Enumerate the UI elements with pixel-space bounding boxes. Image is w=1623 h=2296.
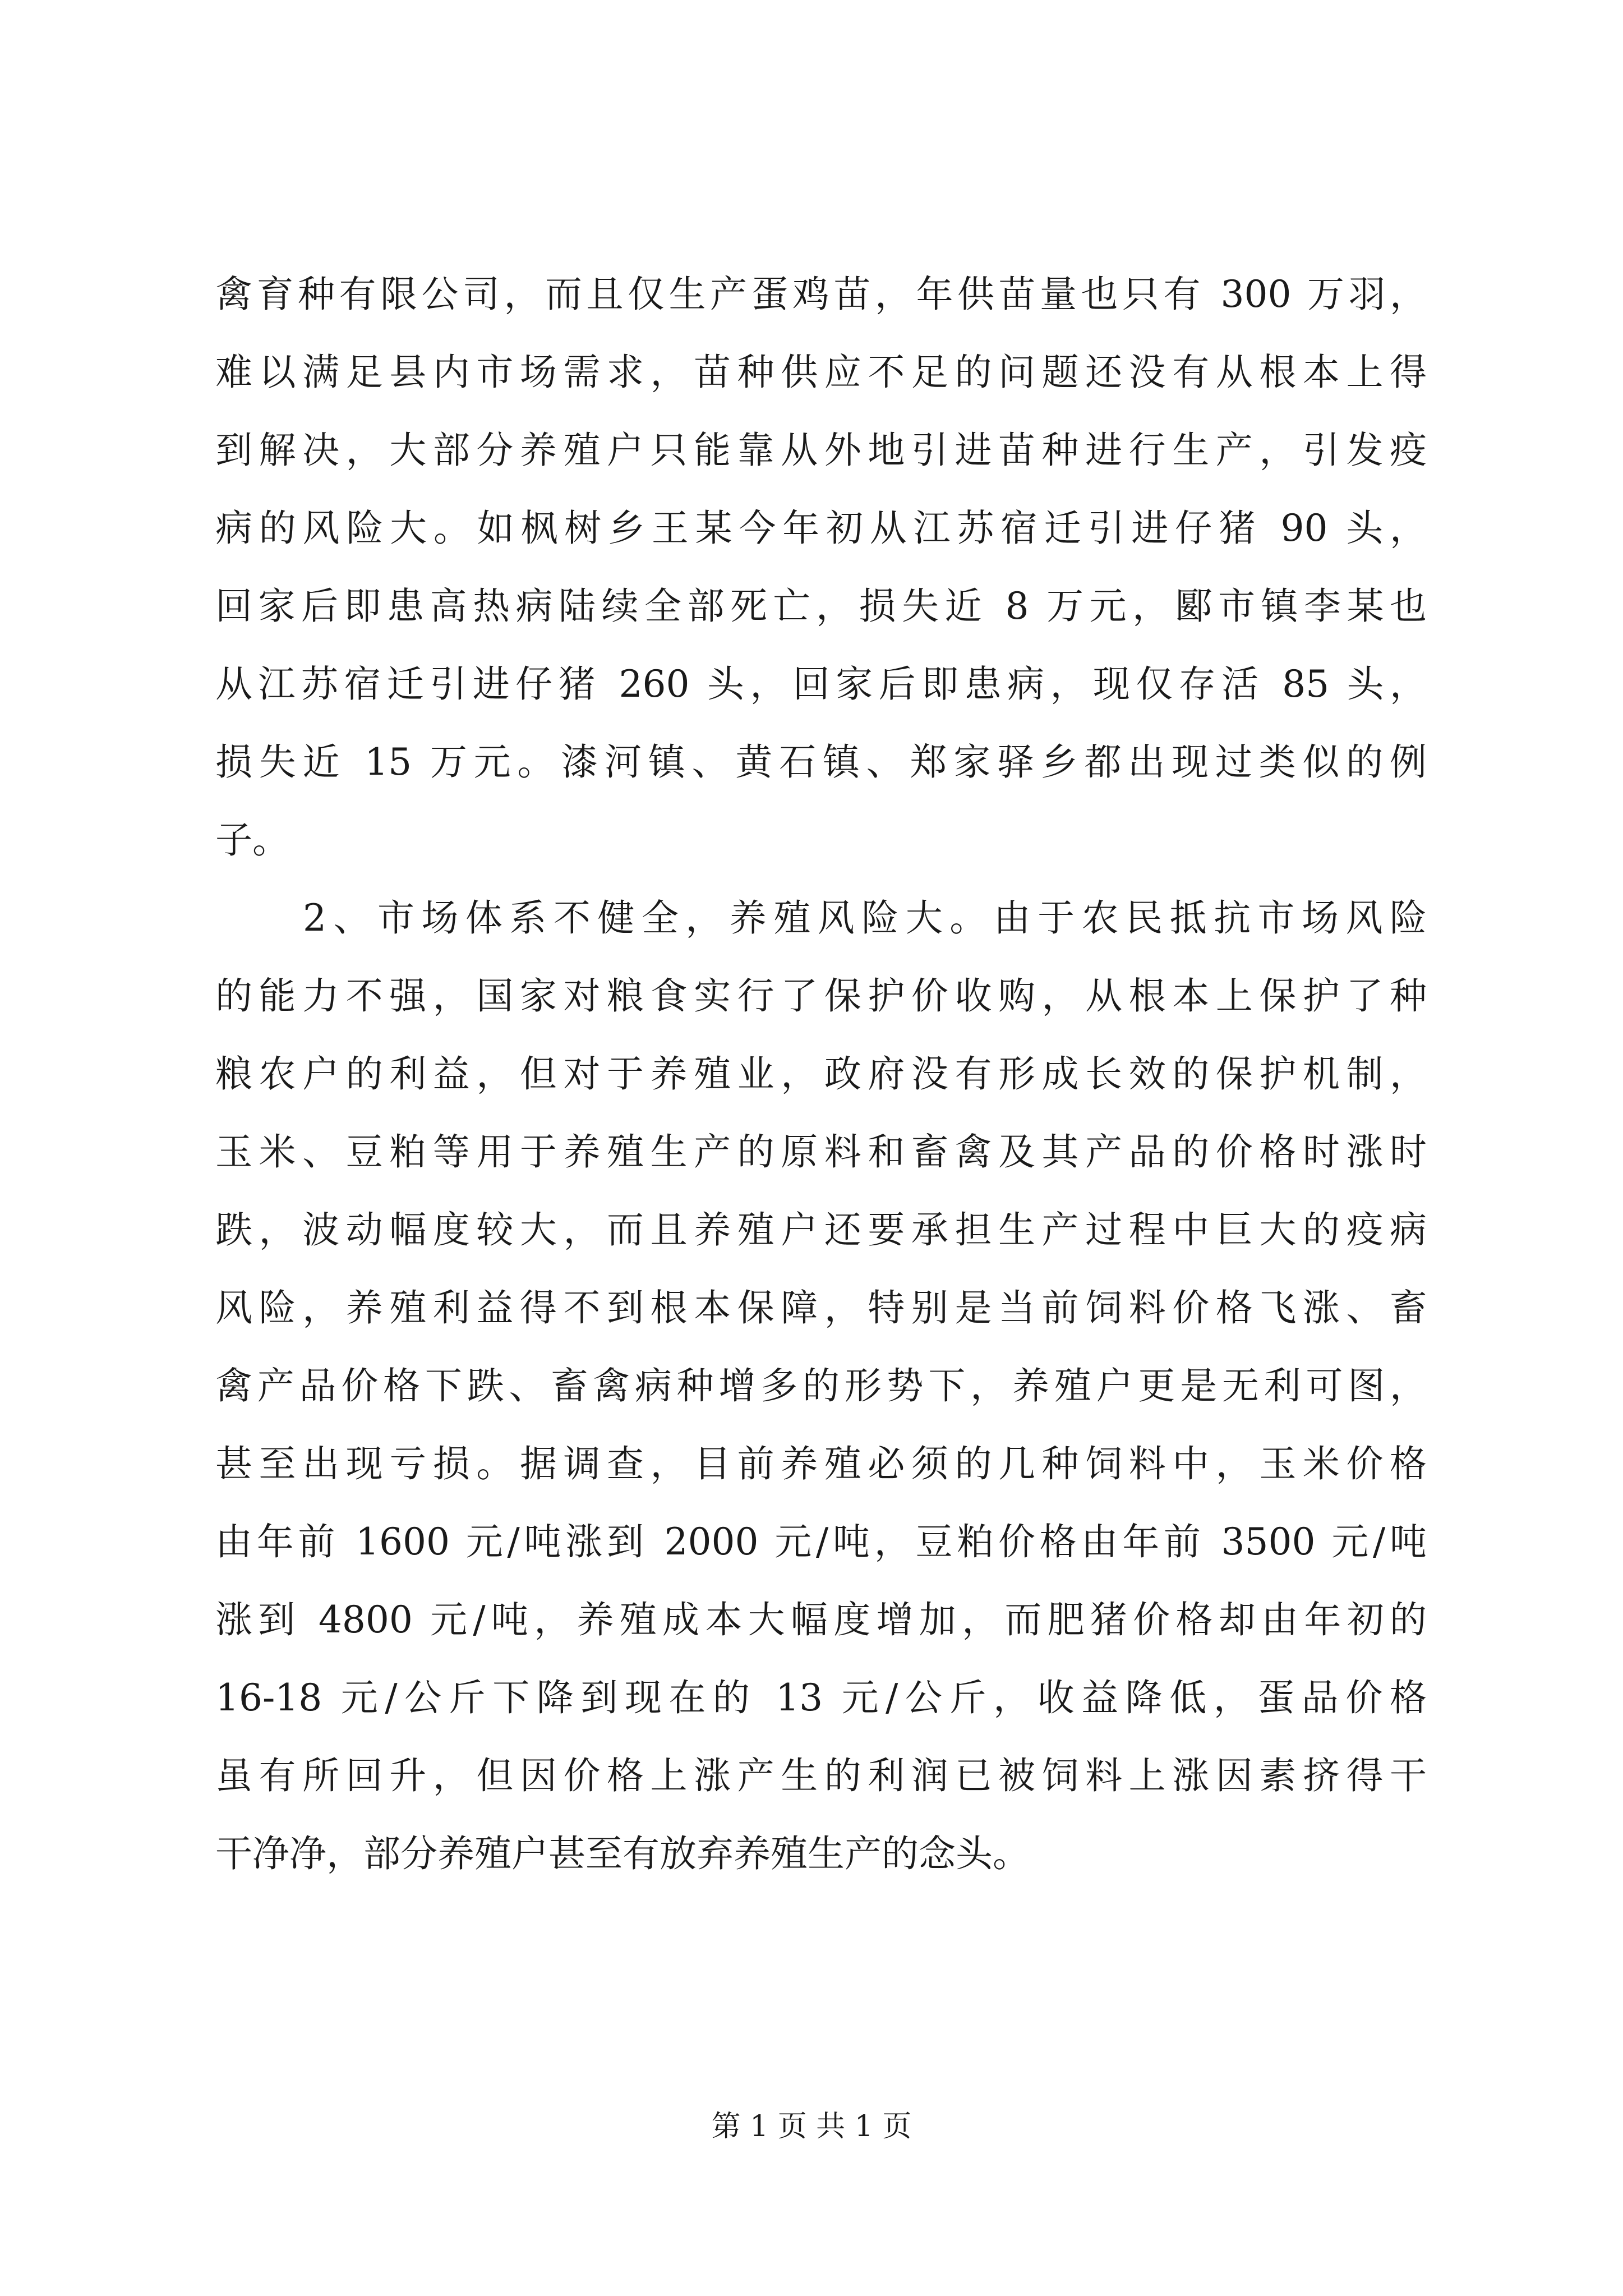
text-line: 由年前 1600 元/吨涨到 2000 元/吨，豆粕价格由年前 3500 元/吨	[215, 1520, 1427, 1563]
text-line: 从江苏宿迁引进仔猪 260 头，回家后即患病，现仅存活 85 头，	[215, 662, 1427, 706]
text-line: 难以满足县内市场需求，苗种供应不足的问题还没有从根本上得	[215, 351, 1427, 394]
body-text	[215, 255, 1427, 1893]
text-line: 甚至出现亏损。据调查，目前养殖必须的几种饲料中，玉米价格	[215, 1442, 1427, 1485]
text-line: 玉米、豆粕等用于养殖生产的原料和畜禽及其产品的价格时涨时	[215, 1130, 1427, 1174]
text-line: 损失近 15 万元。漆河镇、黄石镇、郑家驿乡都出现过类似的例	[215, 740, 1427, 784]
text-line: 16-18 元/公斤下降到现在的 13 元/公斤，收益降低，蛋品价格	[215, 1676, 1427, 1719]
text-line: 干净净，部分养殖户甚至有放弃养殖生产的念头。	[215, 1832, 1030, 1875]
text-line: 禽产品价格下跌、畜禽病种增多的形势下，养殖户更是无利可图，	[215, 1364, 1427, 1407]
page-footer: 第 1 页 共 1 页	[711, 2110, 912, 2143]
text-line: 到解决，大部分养殖户只能靠从外地引进苗种进行生产，引发疫	[215, 429, 1427, 472]
text-line: 禽育种有限公司，而且仅生产蛋鸡苗，年供苗量也只有 300 万羽，	[215, 273, 1427, 316]
text-line: 粮农户的利益，但对于养殖业，政府没有形成长效的保护机制，	[215, 1052, 1427, 1096]
text-line: 的能力不强，国家对粮食实行了保护价收购，从根本上保护了种	[215, 974, 1427, 1018]
text-line: 虽有所回升，但因价格上涨产生的利润已被饲料上涨因素挤得干	[215, 1754, 1427, 1797]
text-line: 涨到 4800 元/吨，养殖成本大幅度增加，而肥猪价格却由年初的	[215, 1598, 1427, 1641]
paragraph-first-line: 2、市场体系不健全，养殖风险大。由于农民抵抗市场风险	[303, 896, 1427, 940]
text-line: 跌，波动幅度较大，而且养殖户还要承担生产过程中巨大的疫病	[215, 1208, 1427, 1251]
text-line: 回家后即患高热病陆续全部死亡，损失近 8 万元，郾市镇李某也	[215, 585, 1427, 628]
text-line: 病的风险大。如枫树乡王某今年初从江苏宿迁引进仔猪 90 头，	[215, 507, 1427, 550]
text-line: 子。	[215, 818, 289, 862]
text-line: 风险，养殖利益得不到根本保障，特别是当前饲料价格飞涨、畜	[215, 1286, 1427, 1329]
